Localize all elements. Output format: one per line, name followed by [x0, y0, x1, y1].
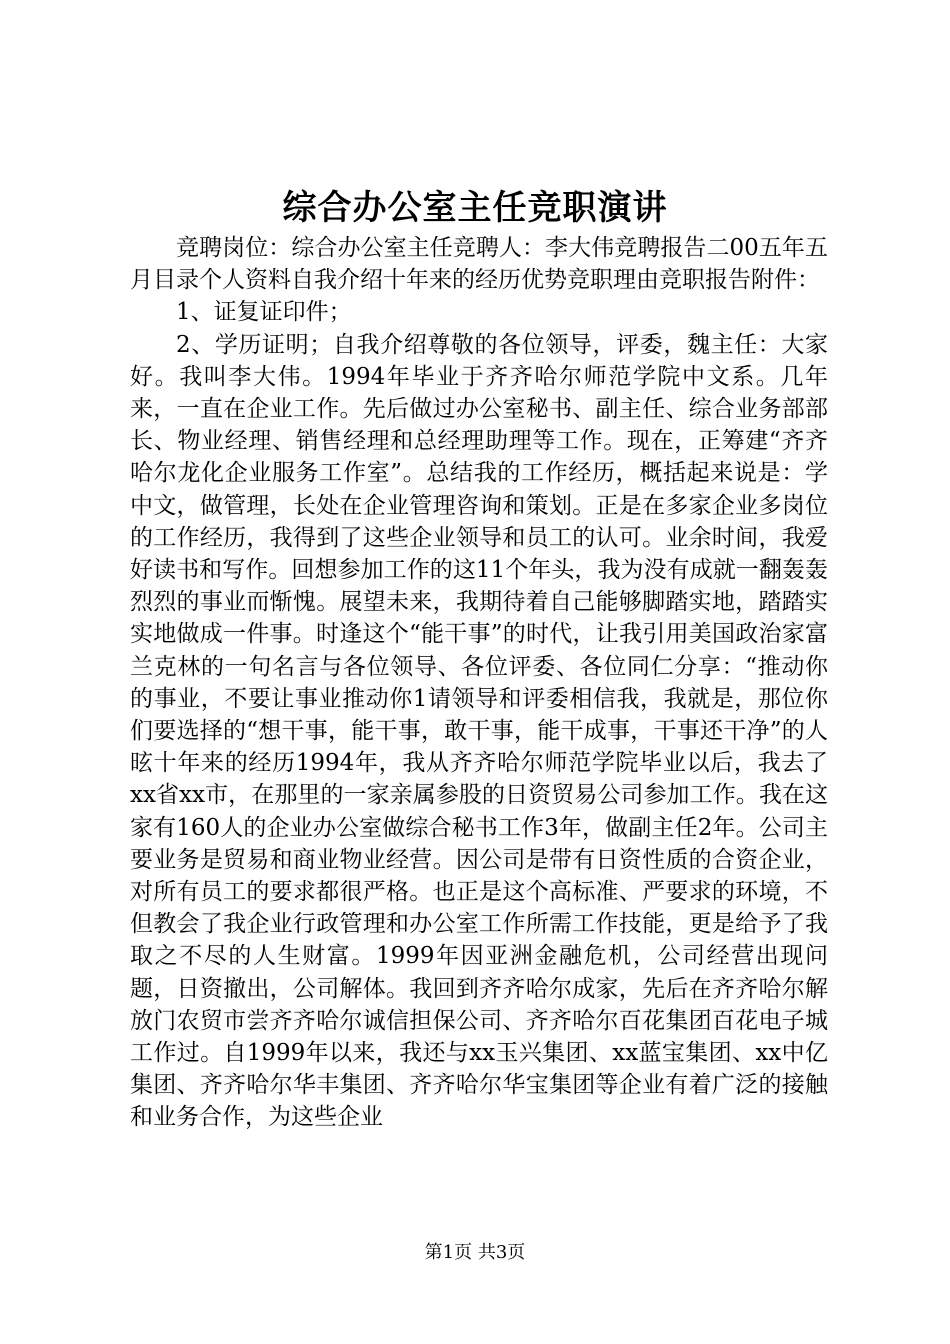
paragraph-item-1: 1、证复证印件； [176, 299, 352, 326]
page-footer: 第1页 共3页 [424, 1242, 526, 1263]
paragraph-item-2: 2、学历证明；自我介绍尊敬的各位领导，评委，魏主任：大家好。我叫李大伟。1994年毕业于齐齐哈尔师范学院中文系。几年来，一直在企业工作。先后做过办公室秘书、副主任、综合业务部部长、物业经理、销售经理和总经理助理等工作。现在，正筹建“齐齐哈尔龙化企业服务工作室”。总结我的工作经历，概括起来说是：学中文，做管理，长处在企业管理咨询和策划。正是在多家企业多岗位的工作经历，我得到了这些企业领导和员工的认可。业余时间，我爱好读书和写作。回想参加工作的这11个年头，我为没有成就一翻轰轰烈烈的事业而惭愧。展望未来，我期待着自己能够脚踏实地，踏踏实实地做成一件事。时逢这个“能干事”的时代，让我引用美国政治家富兰克林的一句名言与各位领导、各位评委、各位同仁分享：“推动你的事业，不要让事业推动你1请领导和评委相信我，我就是，那位你们要选择的“想干事，能干事，敢干事，能干成事，干事还干净”的人昡十年来的经历1994年，我从齐齐哈尔师范学院毕业以后，我去了xx省xx市，在那里的一家亲属参股的日资贸易公司参加工作。我在这家有160人的企业办公室做综合秘书工作3年，做副主任2年。公司主要业务是贸易和商业物业经营。因公司是带有日资性质的合资企业，对所有员工的要求都很严格。也正是这个高标准、严要求的环境，不但教会了我企业行政管理和办公室工作所需工作技能，更是给予了我取之不尽的人生财富。1999年因亚洲金融危机，公司经营出现问题，日资撤出，公司解体。我回到齐齐哈尔成家，先后在齐齐哈尔解放门农贸市尝齐齐哈尔诚信担保公司、齐齐哈尔百花集团百花电子城工作过。自1999年以来，我还与xx玉兴集团、xx蓝宝集团、xx中亿集团、齐齐哈尔华丰集团、齐齐哈尔华宝集团等企业有着广泛的接触和业务合作，为这些企业 [130, 331, 828, 1131]
paragraph-intro: 竞聘岗位：综合办公室主任竞聘人：李大伟竞聘报告二00五年五月目录个人资料自我介绍十年来的经历优势竞职理由竞职报告附件： [130, 235, 828, 294]
document-body [130, 232, 828, 1134]
document-title: 综合办公室主任竞职演讲 [282, 188, 668, 228]
